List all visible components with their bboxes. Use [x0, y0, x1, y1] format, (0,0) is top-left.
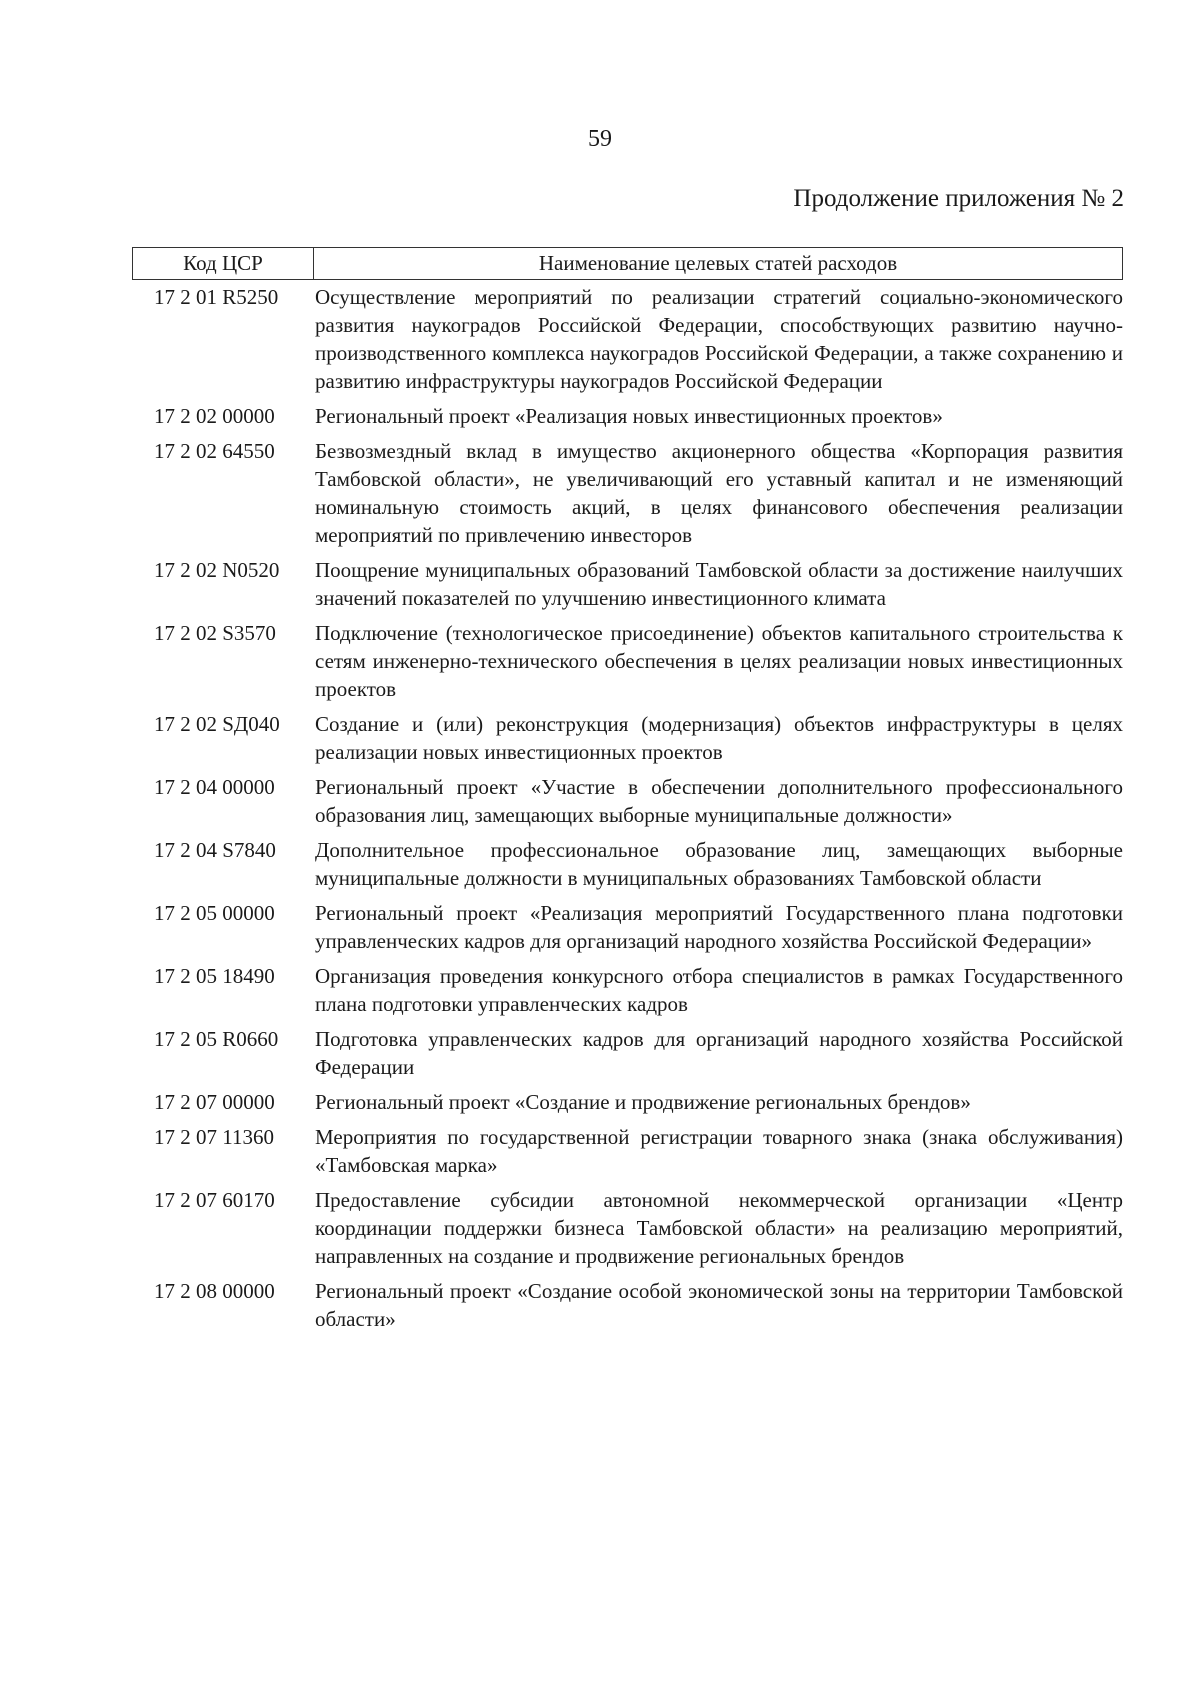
page-number: 59 [588, 126, 612, 152]
table-row [132, 710, 1123, 766]
row-name: Осуществление мероприятий по реализации стратегий социально-экономического развития наукоградов Российской Федерации, способствующих развитию научно-производственного комплекса наукоградов Российской Федерации, а также сохранению и развитию инфраструктуры наукоградов Российской Федерации [315, 285, 1123, 393]
row-code: 17 2 02 64550 [154, 439, 275, 463]
row-code: 17 2 08 00000 [154, 1279, 275, 1303]
table-row [132, 962, 1123, 1018]
row-code: 17 2 02 N0520 [154, 558, 280, 582]
row-code: 17 2 04 00000 [154, 775, 275, 799]
row-name: Дополнительное профессиональное образование лиц, замещающих выборные муниципальные должности в муниципальных образованиях Тамбовской области [315, 838, 1123, 890]
row-code: 17 2 01 R5250 [154, 285, 279, 309]
row-name: Подготовка управленческих кадров для организаций народного хозяйства Российской Федерации [315, 1027, 1123, 1079]
header-name: Наименование целевых статей расходов [538, 251, 898, 275]
table-header [132, 247, 1123, 280]
table-row [132, 1277, 1123, 1333]
row-code: 17 2 07 00000 [154, 1090, 275, 1114]
row-name: Региональный проект «Реализация мероприятий Государственного плана подготовки управленческих кадров для организаций народного хозяйства Российской Федерации» [315, 901, 1123, 953]
row-code: 17 2 04 S7840 [154, 838, 276, 862]
table-row [132, 619, 1123, 703]
row-name: Создание и (или) реконструкция (модернизация) объектов инфраструктуры в целях реализации новых инвестиционных проектов [315, 712, 1123, 764]
row-code: 17 2 07 60170 [154, 1188, 275, 1212]
table-row [132, 773, 1123, 829]
table-row [132, 283, 1123, 395]
row-code: 17 2 02 SД040 [154, 712, 280, 736]
row-code: 17 2 07 11360 [154, 1125, 274, 1149]
row-code: 17 2 05 R0660 [154, 1027, 279, 1051]
row-name: Подключение (технологическое присоединение) объектов капитального строительства к сетям инженерно-технического обеспечения в целях реализации новых инвестиционных проектов [315, 621, 1123, 701]
row-name: Безвозмездный вклад в имущество акционерного общества «Корпорация развития Тамбовской области», не увеличивающий его уставный капитал и не изменяющий номинальную стоимость акций, в целях финансового обеспечения реализации мероприятий по привлечению инвесторов [315, 439, 1123, 547]
table-row [132, 899, 1123, 955]
table-row [132, 1025, 1123, 1081]
table-row [132, 1123, 1123, 1179]
row-name: Организация проведения конкурсного отбора специалистов в рамках Государственного плана подготовки управленческих кадров [315, 964, 1123, 1016]
table-row [132, 402, 1123, 430]
table-row [132, 836, 1123, 892]
table-row [132, 1088, 1123, 1116]
appendix-label: Продолжение приложения № 2 [793, 185, 1124, 212]
table-row [132, 437, 1123, 549]
row-name: Поощрение муниципальных образований Тамбовской области за достижение наилучших значений показателей по улучшению инвестиционного климата [315, 558, 1123, 610]
row-name: Региональный проект «Создание и продвижение региональных брендов» [315, 1090, 971, 1114]
row-name: Региональный проект «Участие в обеспечении дополнительного профессионального образования лиц, замещающих выборные муниципальные должности» [315, 775, 1123, 827]
table-row [132, 556, 1123, 612]
row-name: Региональный проект «Создание особой экономической зоны на территории Тамбовской области» [315, 1279, 1123, 1331]
row-name: Мероприятия по государственной регистрации товарного знака (знака обслуживания) «Тамбовская марка» [315, 1125, 1123, 1177]
row-code: 17 2 02 00000 [154, 404, 275, 428]
table-body [132, 283, 1123, 1340]
row-code: 17 2 05 00000 [154, 901, 275, 925]
table-row [132, 1186, 1123, 1270]
row-code: 17 2 02 S3570 [154, 621, 276, 645]
row-code: 17 2 05 18490 [154, 964, 275, 988]
row-name: Региональный проект «Реализация новых инвестиционных проектов» [315, 404, 943, 428]
header-code: Код ЦСР [133, 248, 314, 279]
row-name: Предоставление субсидии автономной некоммерческой организации «Центр координации поддержки бизнеса Тамбовской области» на реализацию мероприятий, направленных на создание и продвижение региональных брендов [315, 1188, 1123, 1268]
